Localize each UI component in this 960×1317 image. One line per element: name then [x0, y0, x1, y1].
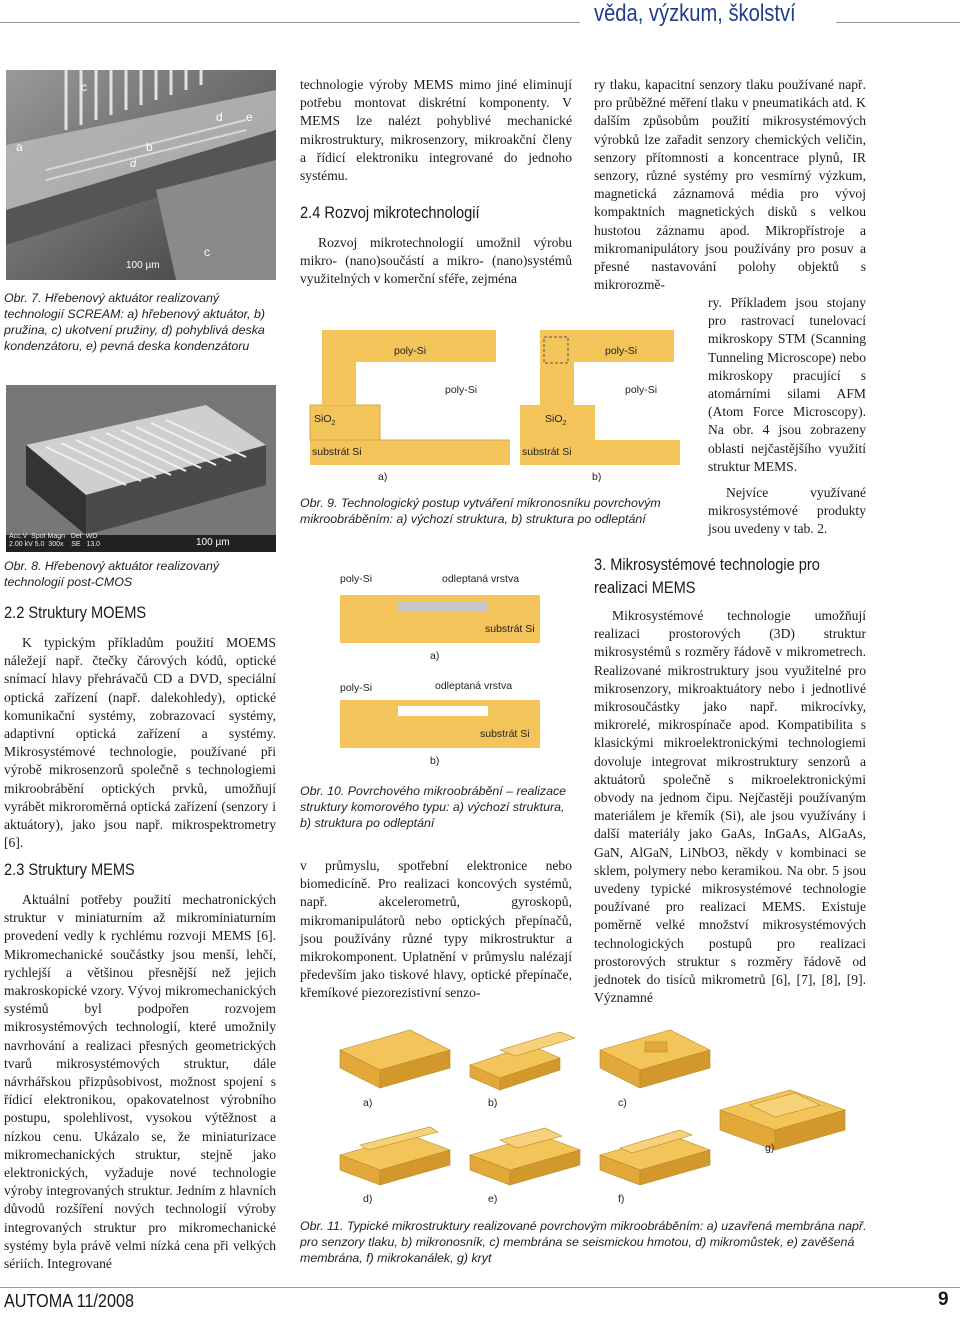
fig7-label-d: d — [216, 110, 223, 124]
para-col3-mid: ry. Příkladem jsou stojany pro rastrovací tunelovací mikroskopy STM (Scanning Tunneling Microscope) nebo mikroskopy pracující s atomárními silami AFM (Atom Force Microscopy). Na obr. 4 jsou zobrazeny oblasti nejčastějšího využití struktur MEMS. — [708, 295, 866, 474]
fig11e-suspended-membrane — [470, 1128, 580, 1185]
fig11c-membrane-seismic-mass — [600, 1030, 710, 1088]
fig9b-label-polysi: poly-Si — [605, 345, 638, 357]
fig8-scale: 100 µm — [196, 537, 230, 548]
fig11-label-c: c) — [618, 1097, 627, 1109]
fig11g-cover — [720, 1090, 845, 1150]
fig9b-label-sio2: SiO$_2$ — [545, 413, 567, 428]
footer-rule — [0, 1287, 960, 1288]
fig10a-label-substrate: substrát Si — [485, 623, 535, 635]
fig11-label-a: a) — [363, 1097, 373, 1109]
fig7-label-a: a — [16, 140, 23, 154]
fig10b-label-polysi: poly-Si — [340, 682, 373, 694]
fig11-diagram — [300, 1010, 860, 1215]
para-2-2: K typickým příkladům použití MOEMS náležejí např. čtečky čárových kódů, optické snímací hlavy přehrávačů CD a DVD, speciální optická zařízení (např. dalekohledy), optické komunikační systémy, zobrazovací systémy, adaptivní optická zařízení a systémy. Mikrosystémové technologie, používané při výrobě mikrosenzorů společně s technologiemi mikroobrábění optických prvků, umožňují vyrábět mikroroměrná optická zařízení (senzory i aktuátory), jako jsou např. mikrospektrometry [6]. — [4, 635, 276, 851]
section-title: věda, výzkum, školství — [594, 0, 796, 27]
fig9a-label-sio2: SiO$_2$ — [314, 413, 336, 428]
heading-2-3: 2.3 Struktury MEMS — [4, 860, 135, 879]
fig11-label-e: e) — [488, 1193, 498, 1205]
fig11b-microbeam — [470, 1032, 575, 1090]
fig10-caption: Obr. 10. Povrchového mikroobrábění – realizace struktury komorového typu: a) výchozí struktura, b) struktura po odleptání — [300, 784, 567, 830]
fig11-caption: Obr. 11. Typické mikrostruktury realizované povrchovým mikroobráběním: a) uzavřená membrána např. pro senzory tlaku, b) mikronosník, c) membrána se seismickou hmotou, d) mikromůstek, e) zavěšená membrána, f) mikrokanálek, g) kryt — [300, 1219, 867, 1265]
fig7-caption: Obr. 7. Hřebenový aktuátor realizovaný technologií SCREAM: a) hřebenový aktuátor, b) pružina, c) ukotvení pružiny, d) pohyblivá deska kondenzátoru, e) pevná deska kondenzátoru — [4, 291, 266, 353]
fig11-label-d: d) — [363, 1193, 373, 1205]
fig7-sem-image — [6, 70, 276, 280]
heading-3-line1: 3. Mikrosystémové technologie pro — [594, 555, 820, 574]
para-col3-top: ry tlaku, kapacitní senzory tlaku používané např. pro průběžné měření tlaku v pneumatikách atd. K dalším způsobům použití mikrosystémových výrobků lze zařadit senzory chemických veličin, senzory přítomnosti a koncentrace plynů, IR senzory, různé systémy pro vesmírný výzkum, magnetická záznamová média pro vývoj kompaktních magnetických disků s velkou hustotou záznamu apod. Mikropřístroje a mikromanipulátory jsou používány pro posuv a přesné nastavování polohy objektů s mikrorozmě- — [594, 77, 866, 293]
fig8-sem-image — [6, 385, 276, 552]
para-col2-mid: v průmyslu, spotřební elektronice nebo biomedicíně. Pro realizaci koncových systémů, např. akcelerometrů, gyroskopů, mikromanipulátorů nebo optických přepínačů, jsou používány různé typy mikrostruktur a mikrokomponent. Uplatnění v průmyslu nalézají především jako tiskové hlavy, optické přepínače, křemíkové piezorezistivní senzo- — [300, 858, 572, 1001]
fig7-label-c: c — [81, 80, 87, 94]
fig9-caption: Obr. 9. Technologický postup vytváření mikronosníku povrchovým mikroobráběním: a) výchozí struktura, b) struktura po odleptání — [300, 496, 661, 526]
page-number: 9 — [938, 1289, 949, 1310]
fig9b-poly-post — [540, 330, 574, 405]
fig7-scale: 100 µm — [126, 260, 160, 271]
para-2-4: Rozvoj mikrotechnologií umožnil výrobu mikro- (nano)součástí a mikro- (nano)systémů využitelných v komerční sféře, zejména — [300, 235, 572, 287]
fig8-caption: Obr. 8. Hřebenový aktuátor realizovaný technologií post-CMOS — [4, 559, 220, 589]
header-rule — [0, 22, 580, 23]
fig9b-label-substrate: substrát Si — [522, 446, 572, 458]
fig8-sem-bar: Acc.V Spot Magn Det WD 2.00 kV 5.0 300x SE 13.0 — [9, 533, 101, 548]
fig9a-label-substrate: substrát Si — [312, 446, 362, 458]
fig9b-label-polysi2: poly-Si — [625, 384, 658, 396]
fig9a-label: a) — [378, 471, 388, 483]
para-col3-products: Nejvíce využívané mikrosystémové produkty jsou uvedeny v tab. 2. — [708, 485, 866, 537]
fig7-label-b: b — [146, 140, 153, 154]
fig10-diagram — [300, 565, 570, 775]
fig10a-label-polysi: poly-Si — [340, 573, 373, 585]
fig9a-poly-post — [322, 330, 356, 405]
para-2-3: Aktuální potřeby použití mechatronických struktur v miniaturním až mikrominiaturním provedení vedly k rychlému rozvoji MEMS [6]. Mikromechanické součástky jsou menší, lehčí, rychlejší a většinou přesnější než jejich makroskopické vzory. Vývoj mikromechanických systémů byl podpořen rozvojem mikrosystémových technologií, které umožnily navrhování a realizaci přesných geometrických tvarů mikrosystémových struktur, dále návrhářskou přizpůsobivost, možnost spojení s řídicí elektronikou, opakovatelnost výrobního postupu, spolehlivost, vysokou výtěžnost a nízkou cenu. Ukázalo se, že miniaturizace mikromechanických struktur, stejně jako elektronických, vyžaduje nové technologie výroby integrovaných struktur. Jedním z hlavních důvodů rozšíření nových technologií výroby integrovaných struktur pro mikromechanické systémy byla právě velmi nízká cena při velkých sériích. Integrované — [4, 892, 276, 1272]
fig11-label-f: f) — [618, 1193, 625, 1205]
heading-3-line2: realizaci MEMS — [594, 578, 696, 597]
heading-2-4: 2.4 Rozvoj mikrotechnologií — [300, 203, 480, 222]
header-rule-right — [836, 22, 960, 23]
fig11d-microbridge — [340, 1127, 450, 1185]
fig7-label-c2: c — [204, 245, 210, 259]
fig8-photo — [6, 385, 276, 552]
fig10b-label-etched: odleptaná vrstva — [435, 680, 513, 692]
fig10a-label-etched: odleptaná vrstva — [442, 573, 520, 585]
fig9-diagram — [300, 325, 680, 485]
fig11a-closed-membrane — [340, 1030, 450, 1088]
fig9a-label-polysi: poly-Si — [394, 345, 427, 357]
fig7-photo — [6, 70, 276, 280]
fig10b-cavity — [398, 706, 488, 716]
fig10a-label: a) — [430, 650, 440, 662]
fig10b-label-substrate: substrát Si — [480, 728, 530, 740]
fig10b-label: b) — [430, 755, 440, 767]
para-3: Mikrosystémové technologie umožňují realizaci prostorových (3D) struktur mikrosystémů s rozměry řádově v mikrometrech. Realizované mikrostruktury jsou využitelné pro mikrosenzory, mikroaktuátory nebo i jednotlivé mikrosoučástky jako např. mikrocívky, mikrorelé, mikrospínače apod. Kompatibilita s klasickými mikroelektronickými technologiemi dovoluje integrovat mikrostruktury senzorů a aktuátorů společně s mikroelektronickými obvody na jednom čipu. Nejčastěji používaným materiálem je křemík (Si), ale jsou využívány i další materiály jako GaAs, InGaAs, AlGaAs, GaN, AlGaN, LiNbO3, někdy v kombinaci se sklem, polymery nebo keramikou. Na obr. 5 jsou uvedeny typické mikrosystémové technologie používané pro realizaci MEMS. Existuje poměrně velké množství mikrosystémových technologických postupů pro realizaci prostorových struktur s rozměry řádově od jednotek do tisíců mikrometrů [6], [7], [8], [9]. Významné — [594, 608, 866, 1006]
fig7-label-d2: d — [130, 158, 137, 170]
fig9b-label: b) — [592, 471, 602, 483]
fig11f-microchannel — [600, 1130, 710, 1185]
fig9a-label-polysi2: poly-Si — [445, 384, 478, 396]
fig7-label-e: e — [246, 110, 253, 124]
fig10a-etched-layer — [398, 601, 488, 611]
footer-journal: AUTOMA 11/2008 — [4, 1291, 134, 1311]
para-col2-top: technologie výroby MEMS mimo jiné eliminují potřebu montovat diskrétní komponenty. V MEMS lze nalézt pohyblivé mechanické mikrostruktury, mikrosenzory, mikroakční členy a řídicí elektroniku integrované do jednoho systému. — [300, 77, 572, 184]
fig11-label-g: g) — [765, 1142, 775, 1154]
heading-2-2: 2.2 Struktury MOEMS — [4, 603, 147, 622]
fig11-label-b: b) — [488, 1097, 498, 1109]
